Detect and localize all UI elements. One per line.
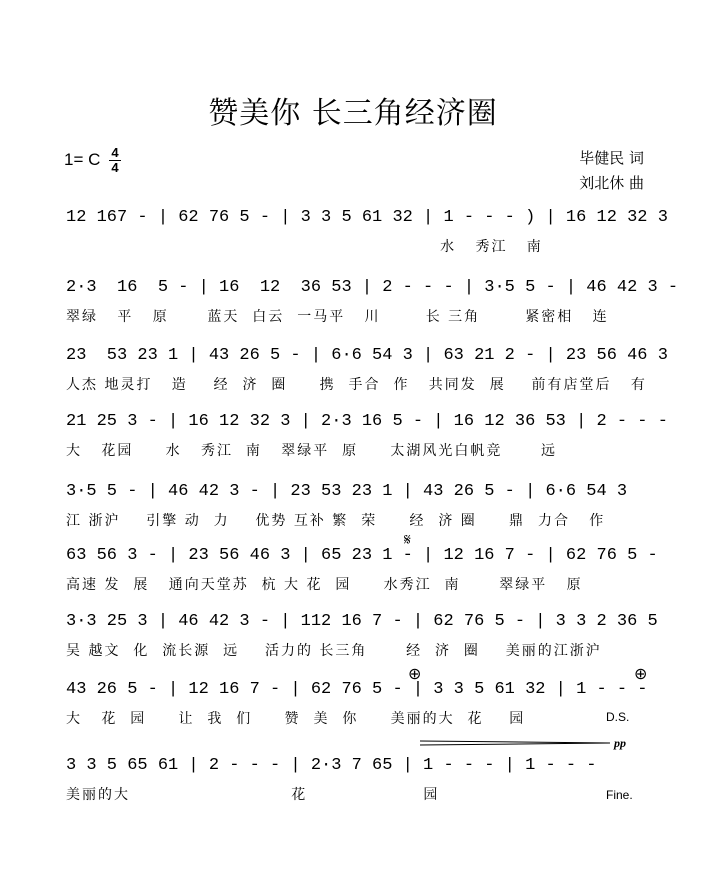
lyricist-credit: 毕健民 词: [579, 149, 644, 167]
dynamic-mark: pp: [614, 736, 626, 750]
lyrics-line-5: 江 浙沪 引擎 动 力 优势 互补 繁 荣 经 济 圈 鼎 力合 作: [66, 513, 606, 529]
notes-line-3: 23 53 23 1 | 43 26 5 - | 6·6 54 3 | 63 21 2 - | 23 56 46 3: [66, 346, 668, 365]
coda-mark-1: ⊕: [408, 664, 422, 683]
notes-line-9: 3 3 5 65 61 | 2 - - - | 2·3 7 65 | 1 - - - | 1 - - -: [66, 756, 597, 775]
lyrics-line-1: 水 秀江 南: [66, 239, 543, 255]
ds-mark: D.S.: [606, 710, 630, 724]
page-title: 赞美你 长三角经济圈: [208, 96, 498, 131]
notes-line-2: 2·3 16 5 - | 16 12 36 53 | 2 - - - | 3·5 5 - | 46 42 3 -: [66, 278, 679, 297]
composer-credit: 刘北休 曲: [579, 174, 644, 192]
diminuendo-hairpin: [420, 740, 610, 746]
lyrics-line-4: 大 花园 水 秀江 南 翠绿平 原 太湖风光白帆竞 远: [66, 443, 558, 459]
lyrics-line-2: 翠绿 平 原 蓝天 白云 一马平 川 长 三角 紧密相 连: [66, 309, 609, 325]
notes-line-6: 63 56 3 - | 23 56 46 3 | 65 23 1 - | 12 16 7 - | 62 76 5 -: [66, 546, 658, 565]
notes-line-5: 3·5 5 - | 46 42 3 - | 23 53 23 1 | 43 26 5 - | 6·6 54 3: [66, 482, 628, 501]
notes-line-1: 12 167 - | 62 76 5 - | 3 3 5 61 32 | 1 - - - ) | 16 12 32 3: [66, 208, 668, 227]
notes-line-4: 21 25 3 - | 16 12 32 3 | 2·3 16 5 - | 16 12 36 53 | 2 - - -: [66, 412, 668, 431]
coda-mark-2: ⊕: [634, 664, 648, 683]
key-signature: 1= C: [64, 150, 101, 169]
fine-mark: Fine.: [606, 788, 633, 802]
lyrics-line-6: 高速 发 展 通向天堂苏 杭 大 花 园 水秀江 南 翠绿平 原: [66, 577, 583, 593]
lyrics-line-8: 大 花 园 让 我 们 赞 美 你 美丽的大 花 园: [66, 711, 526, 727]
time-signature: [108, 146, 122, 175]
segno-mark: 𝄋: [404, 530, 411, 549]
time-signature-top: 4: [111, 145, 119, 160]
lyrics-line-7: 吴 越文 化 流长源 远 活力的 长三角 经 济 圈 美丽的江浙沪: [66, 643, 602, 659]
credits: [579, 146, 644, 196]
lyrics-line-3: 人杰 地灵打 造 经 济 圈 携 手合 作 共同发 展 前有店堂后 有: [66, 377, 647, 393]
notes-line-8: 43 26 5 - | 12 16 7 - | 62 76 5 - | 3 3 5 61 32 | 1 - - -: [66, 680, 648, 699]
time-signature-bottom: 4: [111, 160, 119, 175]
lyrics-line-9: 美丽的大 花 园: [66, 787, 440, 803]
notes-line-7: 3·3 25 3 | 46 42 3 - | 112 16 7 - | 62 76 5 - | 3 3 2 36 5: [66, 612, 658, 631]
